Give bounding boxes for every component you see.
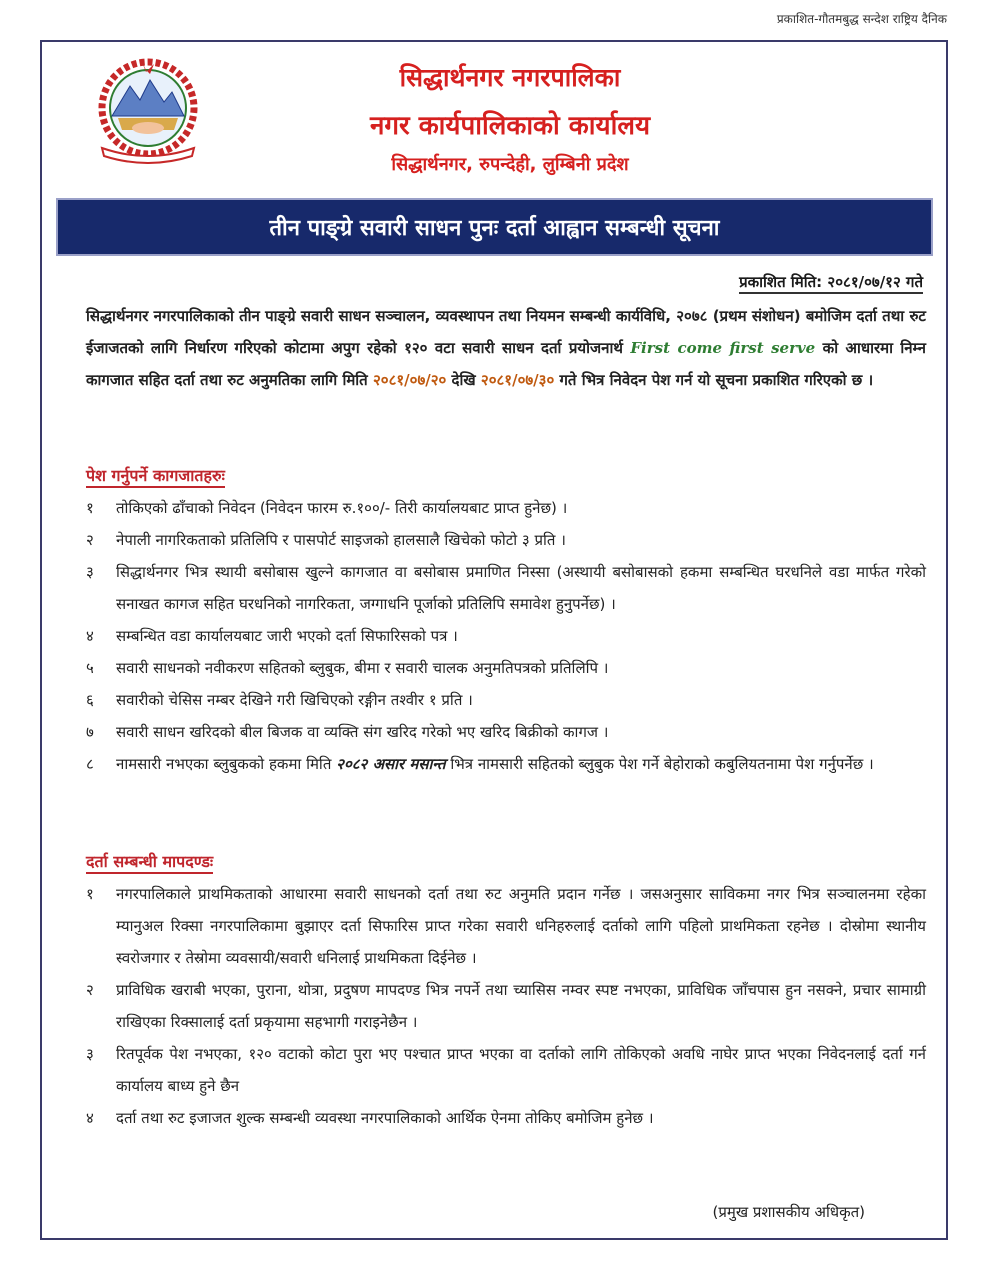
municipality-emblem-icon [88, 56, 208, 164]
item-number: ४ [86, 627, 94, 645]
publication-date-value: २०८१/०७/१२ गते [827, 273, 923, 291]
intro-text-4: गते भित्र निवेदन पेश गर्न यो सूचना प्रकाशित गरिएको छ । [554, 371, 874, 389]
list-item [86, 716, 926, 748]
item-text: सिद्धार्थनगर भित्र स्थायी बसोबास खुल्ने कागजात वा बसोबास प्रमाणित निस्सा (अस्थायी बसोबासको हकमा सम्बन्धित घरधनिले वडा मार्फत गरेको सनाखत कागज सहित घरधनिको नागरिकता, जग्गाधनि पूर्जाको प्रतिलिपि समावेश हुनुपर्नेछ) । [116, 563, 926, 613]
criteria-heading: दर्ता सम्बन्धी मापदण्डः [86, 852, 213, 874]
intro-text-1: सिद्धार्थनगर नगरपालिकाको तीन पाङ्ग्रे सवारी साधन सञ्चालन, व्यवस्थापन तथा नियमन सम्बन्धी कार्यविधि, २०७८ (प्रथम संशोधन) बमोजिम दर्ता तथा रुट ईजाजतको लागि निर्धारण गरिएको कोटामा अपुग रहेको १२० वटा सवारी साधन दर्ता प्रयोजनार्थ [86, 307, 926, 357]
item-text: नगरपालिकाले प्राथमिकताको आधारमा सवारी साधनको दर्ता तथा रुट अनुमति प्रदान गर्नेछ । जसअनुसार साविकमा नगर भित्र सञ्चालनमा रहेका म्यानुअल रिक्सा नगरपालिकामा बुझाएर दर्ता सिफारिस प्राप्त गरेका सवारी धनिहरुलाई दर्ताको लागि पहिलो प्राथमिकता रहनेछ । दोस्रोमा स्थानीय स्वरोजगार र तेस्रोमा व्यवसायी/सवारी धनिलाई प्राथमिकता दिईनेछ । [116, 885, 926, 967]
item-number: ४ [86, 1109, 94, 1127]
list-item [86, 1102, 926, 1134]
list-item [86, 524, 926, 556]
item-text [116, 748, 926, 780]
item-number: १ [86, 499, 94, 517]
item-text: दर्ता तथा रुट इजाजत शुल्क सम्बन्धी व्यवस्था नगरपालिकाको आर्थिक ऐनमा तोकिए बमोजिम हुनेछ । [116, 1109, 654, 1127]
list-item [86, 974, 926, 1038]
item-text: सवारी साधनको नवीकरण सहितको ब्लुबुक, बीमा र सवारी चालक अनुमतिपत्रको प्रतिलिपि । [116, 659, 609, 677]
item8-text-2: भित्र नामसारी सहितको ब्लुबुक पेश गर्ने बेहोराको कबुलियतनामा पेश गर्नुपर्नेछ । [445, 755, 874, 773]
item8-deadline: २०८२ असार मसान्त [336, 755, 446, 773]
criteria-list [86, 878, 926, 1134]
intro-text-2: को आधारमा निम्न कागजात सहित दर्ता तथा रुट अनुमतिका लागि मिति [86, 339, 927, 389]
item-text: प्राविधिक खराबी भएका, पुराना, थोत्रा, प्रदुषण मापदण्ड भित्र नपर्ने तथा च्यासिस नम्वर स्पष्ट नभएका, प्राविधिक जाँचपास हुन नसक्ने, प्रचार सामाग्री राखिएका रिक्सालाई दर्ता प्रकृयामा सहभागी गराइनेछैन । [116, 981, 926, 1031]
item-text: सवारीको चेसिस नम्बर देखिने गरी खिचिएको रङ्गीन तश्वीर १ प्रति । [116, 691, 473, 709]
notice-title-banner: तीन पाङ्ग्रे सवारी साधन पुनः दर्ता आह्वान सम्बन्धी सूचना [56, 198, 933, 256]
list-item [86, 684, 926, 716]
item-text: नेपाली नागरिकताको प्रतिलिपि र पासपोर्ट साइजको हालसालै खिचेको फोटो ३ प्रति । [116, 531, 566, 549]
intro-text-3: देखि [446, 371, 481, 389]
list-item [86, 492, 926, 524]
publication-date [739, 272, 923, 294]
office-name: नगर कार्यपालिकाको कार्यालय [369, 111, 651, 141]
intro-english-phrase: First come first serve [630, 339, 816, 357]
item8-text-1: नामसारी नभएका ब्लुबुकको हकमा मिति [116, 755, 337, 773]
item-text: तोकिएको ढाँचाको निवेदन (निवेदन फारम रु.१००/- तिरी कार्यालयबाट प्राप्त हुनेछ) । [116, 499, 568, 517]
list-item [86, 878, 926, 974]
item-number: २ [86, 981, 94, 999]
list-item [86, 748, 926, 780]
item-number: १ [86, 885, 94, 903]
intro-paragraph [86, 300, 926, 396]
list-item [86, 652, 926, 684]
item-text: रितपूर्वक पेश नभएका, १२० वटाको कोटा पुरा भए पश्चात प्राप्त भएका वा दर्ताको लागि तोकिएको अवधि नाघेर प्राप्त भएका निवेदनलाई दर्ता गर्न कार्यालय बाध्य हुने छैन [116, 1045, 926, 1095]
documents-heading: पेश गर्नुपर्ने कागजातहरुः [86, 466, 225, 488]
item-number: ३ [86, 563, 94, 581]
newspaper-source-line: प्रकाशित-गौतमबुद्ध सन्देश राष्ट्रिय दैनिक [776, 12, 947, 26]
item-text: सवारी साधन खरिदको बील बिजक वा व्यक्ति संग खरिद गरेको भए खरिद बिक्रीको कागज । [116, 723, 609, 741]
item-number: ५ [86, 659, 94, 677]
list-item [86, 556, 926, 620]
item-number: ८ [86, 755, 94, 773]
signature-designation: (प्रमुख प्रशासकीय अधिकृत) [712, 1203, 865, 1221]
item-number: ३ [86, 1045, 94, 1063]
publication-date-label: प्रकाशित मिति: [739, 273, 823, 291]
documents-list [86, 492, 926, 780]
intro-date-to: २०८१/०७/३० [480, 371, 555, 389]
item-number: ६ [86, 691, 94, 709]
item-number: ७ [86, 723, 94, 741]
item-text: सम्बन्धित वडा कार्यालयबाट जारी भएको दर्ता सिफारिसको पत्र । [116, 627, 458, 645]
item-number: २ [86, 531, 94, 549]
municipality-name: सिद्धार्थनगर नगरपालिका [399, 63, 621, 92]
list-item [86, 1038, 926, 1102]
list-item [86, 620, 926, 652]
office-address: सिद्धार्थनगर, रुपन्देही, लुम्बिनी प्रदेश [391, 154, 629, 175]
intro-date-from: २०८१/०७/२० [372, 371, 447, 389]
